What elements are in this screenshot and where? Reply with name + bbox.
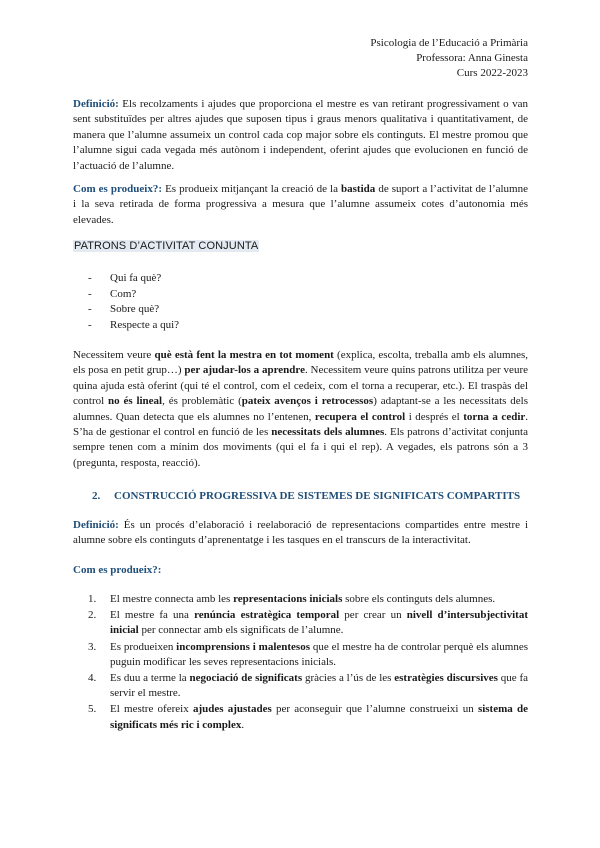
text-run: gràcies a l’ús de les bbox=[302, 672, 395, 685]
bold-run: estratègies discursives bbox=[394, 672, 498, 685]
text-run: . Necessitem veure quins patrons utilitza per veure quina ajuda està oferint (qui té el control, com el cedeix, com el torna a recuperar, etc.). El traspàs del control bbox=[73, 364, 528, 408]
definition-label: Definició: bbox=[73, 98, 119, 110]
bold-run: nivell d’intersubjectivitat inicial bbox=[110, 609, 528, 637]
list-item-text: Com? bbox=[110, 287, 137, 300]
bold-run: necessitats dels alumnes bbox=[271, 426, 385, 439]
definition-paragraph-2 bbox=[73, 518, 528, 549]
dash-marker: - bbox=[88, 318, 92, 331]
page-header bbox=[370, 36, 528, 81]
text-run: Es produeixen bbox=[110, 640, 177, 653]
list-item bbox=[88, 287, 179, 303]
text-run: Necessitem veure bbox=[73, 349, 155, 361]
bold-run: renúncia estratègica temporal bbox=[194, 609, 340, 622]
patterns-heading: PATRONS D’ACTIVITAT CONJUNTA bbox=[74, 240, 259, 252]
step-number: 3. bbox=[88, 640, 97, 653]
text-run: que el mestre ha de controlar perquè els alumnes puguin modificar les seves representacions inicials. bbox=[110, 640, 528, 668]
step-number: 5. bbox=[88, 703, 97, 716]
text-run: El mestre fa una bbox=[110, 609, 195, 622]
bold-run: representacions inicials bbox=[233, 593, 343, 605]
list-item bbox=[88, 271, 179, 287]
list-item bbox=[88, 318, 179, 334]
how-paragraph-1 bbox=[73, 182, 528, 228]
text-run: . Els patrons d’activitat conjunta sempre tenen com a mínim dos moviments (qui el fa i qui el rep). A vegades, els patrons són a 3 (pregunta, resposta, reacció). bbox=[73, 426, 528, 469]
dash-marker: - bbox=[88, 303, 92, 315]
bold-run: pateix avenços i retrocessos bbox=[241, 395, 374, 408]
text-run: . S’ha de gestionar el control en funció de les bbox=[73, 410, 529, 439]
header-year: Curs 2022-2023 bbox=[456, 67, 528, 79]
how-label-2 bbox=[73, 563, 528, 578]
text-run: , és problemàtic ( bbox=[162, 395, 242, 408]
definition-label: Definició: bbox=[73, 519, 119, 531]
list-item bbox=[88, 671, 528, 701]
list-item bbox=[88, 302, 179, 318]
text-run: per connectar amb els significats de l’alumne. bbox=[138, 624, 344, 637]
list-item bbox=[88, 640, 528, 670]
list-item-text: Qui fa què? bbox=[110, 272, 162, 284]
list-item bbox=[88, 702, 528, 732]
text-run: Es produeix mitjançant la creació de la bbox=[162, 183, 342, 195]
definition-text: Els recolzaments i ajudes que proporciona el mestre es van retirant progressivament o van sent substituïdes per altres ajudes que suposen tipus i graus menors qualitativa i quantitativament, de manera que l’alumne assumeix un control cada cop major sobre els continguts. El mestre promou que l’alumne sigui cada vegada més autònom i independent, oferint ajudes que evolucionen en funció de l’actuació de l’alumne. bbox=[73, 98, 528, 172]
step-number: 4. bbox=[88, 672, 97, 685]
header-course-title: Psicologia de l’Educació a Primària bbox=[370, 37, 528, 49]
text-run: . bbox=[241, 718, 245, 731]
text-run: per crear un bbox=[339, 609, 407, 622]
how-label: Com es produeix?: bbox=[73, 564, 162, 576]
dash-marker: - bbox=[88, 272, 92, 284]
section-title: CONSTRUCCIÓ PROGRESSIVA DE SISTEMES DE SIGNIFICATS COMPARTITS bbox=[114, 490, 521, 502]
text-run: Es duu a terme la bbox=[110, 672, 190, 685]
text-run: per aconseguir que l’alumne construeixi un bbox=[271, 703, 478, 716]
list-item-text: Sobre què? bbox=[110, 303, 160, 315]
steps-list bbox=[88, 592, 528, 734]
text-run: ) adaptant-se a les necessitats dels alumnes. Quan detecta que els alumnes no l’entenen, bbox=[73, 395, 528, 423]
text-run: de suport a l’activitat de l’alumne i la seva retirada de forma progressiva a mesura que l’alumne assumeix cotes d’autonomia més elevades. bbox=[73, 183, 528, 226]
definition-text: És un procés d’elaboració i reelaboració de representacions compartides entre mestre i alumne sobre els continguts d’aprenentatge i les tasques en el transcurs de la interactivitat. bbox=[73, 519, 528, 547]
list-item bbox=[88, 592, 528, 607]
bold-run: per ajudar-los a aprendre bbox=[184, 364, 305, 377]
header-teacher: Professora: Anna Ginesta bbox=[416, 52, 528, 64]
list-item-text: Respecte a qui? bbox=[110, 318, 180, 331]
text-run: El mestre ofereix bbox=[110, 703, 193, 716]
text-run: i després el bbox=[405, 410, 464, 423]
text-run: (explica, escolta, treballa amb els alumnes, els posa en petit grup…) bbox=[73, 349, 528, 377]
patterns-list bbox=[88, 271, 179, 333]
section-number: 2. bbox=[92, 490, 101, 502]
step-number: 2. bbox=[88, 609, 97, 622]
step-number: 1. bbox=[88, 593, 97, 605]
text-run: sobre els continguts dels alumnes. bbox=[342, 593, 496, 605]
bold-run: ajudes ajustades bbox=[192, 703, 272, 716]
bold-run: bastida bbox=[341, 183, 376, 195]
text-run: El mestre connecta amb les bbox=[110, 593, 234, 605]
bold-run: torna a cedir bbox=[463, 410, 526, 423]
definition-paragraph-1 bbox=[73, 97, 528, 174]
bold-run: incomprensions i malentesos bbox=[176, 640, 310, 653]
dash-marker: - bbox=[88, 287, 92, 300]
bold-run: què està fent la mestra en tot moment bbox=[154, 349, 334, 361]
patterns-paragraph bbox=[73, 348, 528, 471]
text-run: que fa servir el mestre. bbox=[110, 672, 529, 700]
bold-run: no és lineal bbox=[108, 395, 163, 408]
how-label: Com es produeix?: bbox=[73, 183, 163, 195]
list-item bbox=[88, 608, 528, 638]
bold-run: recupera el control bbox=[314, 410, 406, 423]
section-2-heading bbox=[92, 490, 520, 502]
bold-run: sistema de significats més ric i complex bbox=[110, 703, 528, 731]
bold-run: negociació de significats bbox=[189, 672, 303, 685]
